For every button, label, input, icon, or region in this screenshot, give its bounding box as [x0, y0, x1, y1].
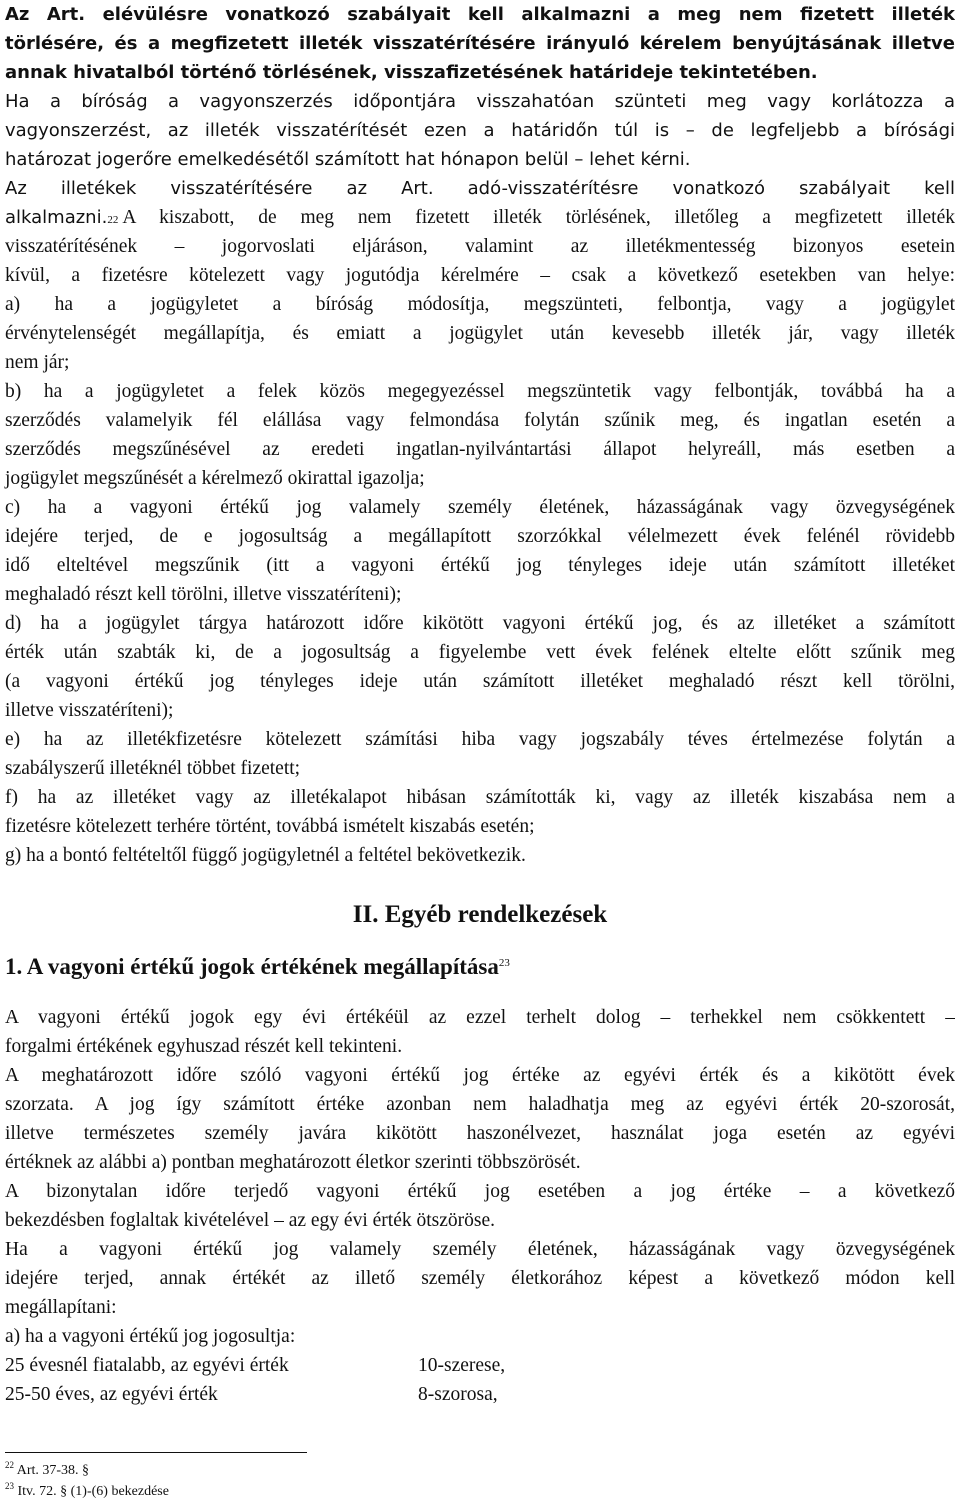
text-line: érvénytelenségét megállapítja, és emiatt a jogügylet után kevesebb illeték jár, vagy illeték	[5, 323, 955, 344]
footnote	[5, 1482, 169, 1502]
text-line: Ha a vagyoni értékű jog valamely személy életének, házasságának vagy özvegységének	[5, 1239, 955, 1260]
text-line: határozat jogerőre emelkedésétől számított hat hónapon belül – lehet kérni.	[5, 149, 691, 170]
footnote-text: Itv. 72. § (1)-(6) bekezdése	[17, 1484, 169, 1499]
text-line: megállapítani:	[5, 1297, 117, 1318]
list-item-f: f) ha az illetéket vagy az illetékalapot hibásan számították ki, vagy az illeték kiszabása nem a	[5, 787, 955, 808]
footnote-text: Art. 37-38. §	[16, 1463, 90, 1478]
list-item-e: e) ha az illetékfizetésre kötelezett számítási hiba vagy jogszabály téves értelmezése folytán a	[5, 729, 955, 750]
text-line: illetve természetes személy javára kikötött haszonélvezet, használat joga esetén az egyévi	[5, 1123, 955, 1144]
age-cell: 25-50 éves, az egyévi érték	[5, 1384, 218, 1405]
text-line: meghaladó részt kell törölni, illetve visszatéríteni);	[5, 584, 402, 605]
text-line: szerződés megszűnésével az eredeti ingatlan-nyilvántartási állapot helyreáll, más esetben a	[5, 439, 955, 460]
text-line: jogügylet megszűnését a kérelmező okirattal igazolja;	[5, 468, 425, 489]
serif-paragraph-block	[5, 232, 955, 870]
text-line: értéknek az alábbi a) pontban meghatározott életkor szerinti többszörösét.	[5, 1152, 581, 1173]
text-line: annak hivatalból történő törlésének, visszafizetésének határideje tekintetében.	[5, 62, 818, 83]
text-line: vagyonszerzést, az illeték visszatérítését ezen a határidőn túl is – de legfeljebb a bírósági	[5, 120, 955, 141]
section-heading: II. Egyéb rendelkezések	[352, 901, 608, 928]
subheading-text: 1. A vagyoni értékű jogok értékének megállapítása	[5, 954, 499, 979]
text-line: szorzata. A jog így számított értéke azonban nem haladhatja meg az egyévi érték 20-szorosát,	[5, 1094, 955, 1115]
text-line: szerződés valamelyik fél elállása vagy felmondása folytán szűnik meg, és ingatlan esetén a	[5, 410, 955, 431]
sans-paragraph-block	[5, 0, 955, 232]
subheading	[5, 950, 510, 984]
text-line: (a vagyoni értékű jog tényleges ideje után számított illetéket meghaladó részt kell törölni,	[5, 671, 955, 692]
text-line: szabályszerű illetéknél többet fizetett;	[5, 758, 301, 779]
text-line: Ha a bíróság a vagyonszerzés időpontjára visszahatóan szünteti meg vagy korlátozza a	[5, 91, 955, 112]
list-item-b: b) ha a jogügyletet a felek közös megegyezéssel megszüntetik vagy felbontják, továbbá ha a	[5, 381, 955, 402]
text-line: törlésére, és a megfizetett illeték visszatérítésére irányuló kérelem benyújtásának illetve	[5, 33, 955, 54]
multiplier-cell: 8-szorosa,	[418, 1384, 498, 1405]
list-item-d: d) ha a jogügylet tárgya határozott időre kikötött vagyoni értékű jog, és az illetéket a számított	[5, 613, 955, 634]
text-fragment: A kiszabott, de meg nem fizetett illeték törlésének, illetőleg a megfizetett illeték	[122, 207, 955, 228]
list-item-a: a) ha a jogügyletet a bíróság módosítja, megszünteti, felbontja, vagy a jogügylet	[5, 294, 955, 315]
body-paragraph-block	[5, 1003, 955, 1351]
text-line: idejére terjed, de e jogosultság a megállapított szorzókkal vélelmezett évek felénél rövidebb	[5, 526, 955, 547]
text-fragment: alkalmazni.	[5, 207, 108, 228]
text-line: A vagyoni értékű jogok egy évi értékéül az ezzel terhelt dolog – terhekkel nem csökkentett –	[5, 1007, 955, 1028]
footnote	[5, 1461, 89, 1481]
text-line: A bizonytalan időre terjedő vagyoni értékű jog esetében a jog értéke – a következő	[5, 1181, 955, 1202]
text-line: kívül, a fizetésre kötelezett vagy jogutódja kérelmére – csak a következő esetekben van helye:	[5, 265, 955, 286]
text-line: A meghatározott időre szóló vagyoni értékű jog értéke az egyévi érték és a kikötött évek	[5, 1065, 955, 1086]
footnote-number: 22	[5, 1460, 14, 1470]
text-line: nem jár;	[5, 352, 70, 373]
age-cell: 25 évesnél fiatalabb, az egyévi érték	[5, 1355, 289, 1376]
table-row	[5, 1380, 955, 1409]
text-line: bekezdésben foglaltak kivételével – az egy évi érték ötszöröse.	[5, 1210, 495, 1231]
text-line: idejére terjed, annak értékét az illető személy életkorához képest a következő módon kell	[5, 1268, 955, 1289]
text-line: a) ha a vagyoni értékű jog jogosultja:	[5, 1326, 296, 1347]
text-line: visszatérítésének – jogorvoslati eljáráson, valamint az illetékmentesség bizonyos esetein	[5, 236, 955, 257]
text-line: idő elteltével megszűnik (itt a vagyoni értékű jog tényleges ideje után számított illetéket	[5, 555, 955, 576]
text-line: forgalmi értékének egyhuszad részét kell tekinteni.	[5, 1036, 403, 1057]
footnote-number: 23	[5, 1481, 14, 1491]
list-item-g: g) ha a bontó feltételtől függő jogügyletnél a feltétel bekövetkezik.	[5, 845, 526, 866]
list-item-c: c) ha a vagyoni értékű jog valamely személy életének, házasságának vagy özvegységének	[5, 497, 955, 518]
text-line: illetve visszatéríteni);	[5, 700, 174, 721]
text-line-mixed: alkalmazni. 22 A kiszabott, de meg nem fizetett illeték törlésének, illetőleg a megfizetett illeték	[5, 203, 955, 232]
text-line: fizetésre kötelezett terhére történt, továbbá ismételt kiszabás esetén;	[5, 816, 535, 837]
multiplier-cell: 10-szerese,	[418, 1355, 506, 1376]
table-row	[5, 1351, 955, 1380]
text-line: Az illetékek visszatérítésére az Art. adó-visszatérítésre vonatkozó szabályait kell	[5, 178, 955, 199]
footnote-ref[interactable]: 23	[498, 957, 510, 969]
footnote-divider	[5, 1452, 307, 1453]
text-line: Az Art. elévülésre vonatkozó szabályait kell alkalmazni a meg nem fizetett illeték	[5, 4, 955, 25]
text-line: érték után szabták ki, de a jogosultság a figyelembe vett évek felének eltelte előtt szűnik meg	[5, 642, 955, 663]
